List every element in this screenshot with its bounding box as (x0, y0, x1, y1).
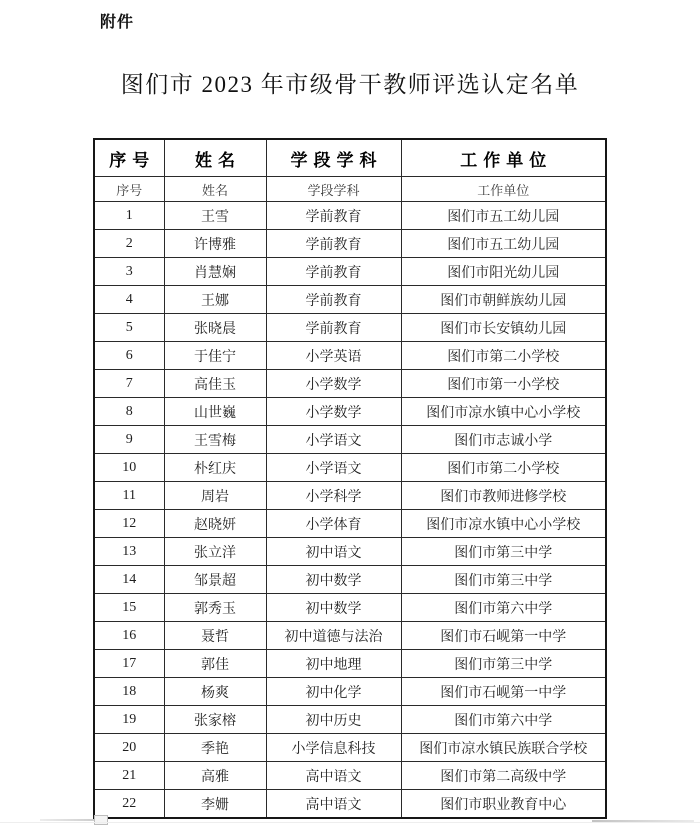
table-cell: 16 (94, 622, 164, 650)
table-row (94, 678, 606, 706)
table-cell: 小学科学 (266, 482, 401, 510)
table-cell: 学前教育 (266, 258, 401, 286)
table-cell: 图们市第三中学 (401, 566, 606, 594)
table-row (94, 706, 606, 734)
table-row (94, 286, 606, 314)
subheader-cell-number: 序号 (94, 177, 164, 202)
table-cell: 初中数学 (266, 566, 401, 594)
table-cell: 小学信息科技 (266, 734, 401, 762)
table-cell: 初中数学 (266, 594, 401, 622)
table-cell: 学前教育 (266, 286, 401, 314)
table-cell: 周岩 (164, 482, 266, 510)
scan-artifact-line-right (592, 820, 694, 822)
table-cell: 1 (94, 202, 164, 230)
table-row (94, 426, 606, 454)
table-cell: 初中语文 (266, 538, 401, 566)
table-cell: 小学语文 (266, 426, 401, 454)
table-row (94, 510, 606, 538)
table-cell: 聂哲 (164, 622, 266, 650)
table-row (94, 650, 606, 678)
table-cell: 初中地理 (266, 650, 401, 678)
table-cell: 小学体育 (266, 510, 401, 538)
table-cell: 初中历史 (266, 706, 401, 734)
table-cell: 6 (94, 342, 164, 370)
header-cell-subject: 学段学科 (266, 139, 401, 177)
table-cell: 图们市石岘第一中学 (401, 622, 606, 650)
table-cell: 20 (94, 734, 164, 762)
table-header-row (94, 139, 606, 177)
table-subheader-row (94, 177, 606, 202)
table-cell: 图们市阳光幼儿园 (401, 258, 606, 286)
table-row (94, 762, 606, 790)
table-cell: 图们市第二高级中学 (401, 762, 606, 790)
table-cell: 18 (94, 678, 164, 706)
table-cell: 图们市第二小学校 (401, 454, 606, 482)
table-cell: 21 (94, 762, 164, 790)
table-cell: 图们市凉水镇中心小学校 (401, 510, 606, 538)
table-cell: 22 (94, 790, 164, 819)
subheader-cell-subject: 学段学科 (266, 177, 401, 202)
scan-artifact-page-edge (0, 822, 700, 823)
table-cell: 高中语文 (266, 762, 401, 790)
table-row (94, 734, 606, 762)
scan-artifact-line-left (40, 819, 106, 821)
table-row (94, 482, 606, 510)
table-cell: 图们市第三中学 (401, 650, 606, 678)
table-row (94, 790, 606, 819)
table-cell: 杨爽 (164, 678, 266, 706)
table-cell: 赵晓妍 (164, 510, 266, 538)
table-row (94, 538, 606, 566)
table-row (94, 370, 606, 398)
table-cell: 于佳宁 (164, 342, 266, 370)
table-cell: 图们市第六中学 (401, 594, 606, 622)
table-row (94, 454, 606, 482)
table-cell: 5 (94, 314, 164, 342)
table-cell: 季艳 (164, 734, 266, 762)
table-cell: 4 (94, 286, 164, 314)
table-row (94, 594, 606, 622)
page-title: 图们市 2023 年市级骨干教师评选认定名单 (120, 72, 580, 97)
table-cell: 12 (94, 510, 164, 538)
table-cell: 许博雅 (164, 230, 266, 258)
table-cell: 图们市石岘第一中学 (401, 678, 606, 706)
table-cell: 张立洋 (164, 538, 266, 566)
table-cell: 小学语文 (266, 454, 401, 482)
table-cell: 3 (94, 258, 164, 286)
table-cell: 张晓晨 (164, 314, 266, 342)
table-cell: 肖慧娴 (164, 258, 266, 286)
table-cell: 9 (94, 426, 164, 454)
table-cell: 高佳玉 (164, 370, 266, 398)
subheader-cell-name: 姓名 (164, 177, 266, 202)
table-row (94, 230, 606, 258)
table-cell: 初中化学 (266, 678, 401, 706)
table-cell: 8 (94, 398, 164, 426)
table-cell: 图们市职业教育中心 (401, 790, 606, 819)
table-cell: 初中道德与法治 (266, 622, 401, 650)
table-cell: 小学英语 (266, 342, 401, 370)
attachment-label: 附件 (100, 14, 135, 31)
header-cell-unit: 工作单位 (401, 139, 606, 177)
table-cell: 邹景超 (164, 566, 266, 594)
table-cell: 14 (94, 566, 164, 594)
table-cell: 郭佳 (164, 650, 266, 678)
table-cell: 山世巍 (164, 398, 266, 426)
table-cell: 7 (94, 370, 164, 398)
table-cell: 王雪梅 (164, 426, 266, 454)
table-cell: 图们市凉水镇民族联合学校 (401, 734, 606, 762)
table-cell: 图们市第三中学 (401, 538, 606, 566)
table-row (94, 622, 606, 650)
table-cell: 图们市五工幼儿园 (401, 202, 606, 230)
table-cell: 张家榕 (164, 706, 266, 734)
table-cell: 王娜 (164, 286, 266, 314)
table-cell: 图们市第一小学校 (401, 370, 606, 398)
table-row (94, 258, 606, 286)
table-cell: 学前教育 (266, 202, 401, 230)
table-cell: 19 (94, 706, 164, 734)
table-cell: 高中语文 (266, 790, 401, 819)
teacher-roster-table (93, 138, 607, 819)
table-cell: 17 (94, 650, 164, 678)
table-cell: 2 (94, 230, 164, 258)
table-cell: 图们市凉水镇中心小学校 (401, 398, 606, 426)
table-row (94, 314, 606, 342)
header-cell-name: 姓名 (164, 139, 266, 177)
table-cell: 李姗 (164, 790, 266, 819)
table-cell: 图们市志诚小学 (401, 426, 606, 454)
table-cell: 10 (94, 454, 164, 482)
table-cell: 学前教育 (266, 314, 401, 342)
table-cell: 高雅 (164, 762, 266, 790)
table-row (94, 342, 606, 370)
table-cell: 13 (94, 538, 164, 566)
table-row (94, 398, 606, 426)
table-cell: 图们市长安镇幼儿园 (401, 314, 606, 342)
table-cell: 11 (94, 482, 164, 510)
table-cell: 图们市第六中学 (401, 706, 606, 734)
table-row (94, 566, 606, 594)
table-cell: 学前教育 (266, 230, 401, 258)
table-cell: 图们市五工幼儿园 (401, 230, 606, 258)
table-cell: 郭秀玉 (164, 594, 266, 622)
table-row (94, 202, 606, 230)
table-cell: 小学数学 (266, 370, 401, 398)
table-cell: 图们市第二小学校 (401, 342, 606, 370)
table-cell: 小学数学 (266, 398, 401, 426)
table-cell: 王雪 (164, 202, 266, 230)
table-cell: 图们市教师进修学校 (401, 482, 606, 510)
table-cell: 图们市朝鲜族幼儿园 (401, 286, 606, 314)
table-cell: 15 (94, 594, 164, 622)
table-cell: 朴红庆 (164, 454, 266, 482)
subheader-cell-unit: 工作单位 (401, 177, 606, 202)
header-cell-number: 序号 (94, 139, 164, 177)
